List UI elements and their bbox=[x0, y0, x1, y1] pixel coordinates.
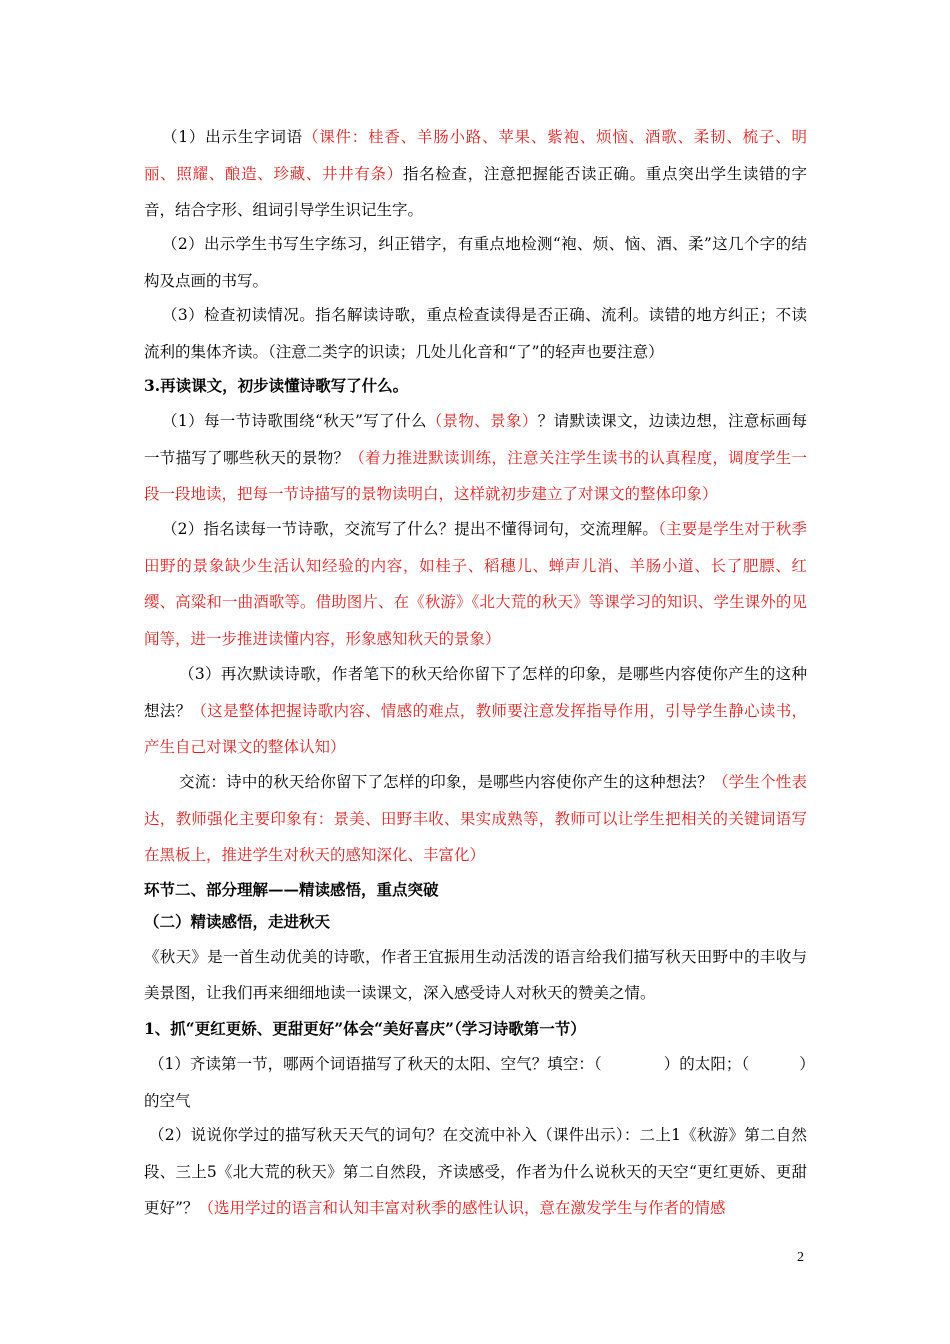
paragraph-autumn-weather bbox=[144, 1117, 807, 1227]
annotation-text: （着力推进默读训练，注意关注学生读书的认真程度，调度学生一段一段地读，把每一节诗描写的景物读明白，这样就初步建立了对课文的整体印象） bbox=[144, 448, 807, 503]
heading-text: 3.再读课文，初步读懂诗歌写了什么。 bbox=[144, 376, 409, 395]
paragraph-text: ？请默读课文，边读边想，注意标画每一节描写了哪些秋天的景物？ bbox=[144, 412, 807, 467]
section-heading-stanza-one bbox=[144, 1014, 807, 1044]
paragraph-text: （2）出示学生书写生字练习，纠正错字，有重点地检测“袍、烦、恼、酒、柔”这几个字的结构及点画的书写。 bbox=[144, 235, 807, 290]
annotation-text: （这是整体把握诗歌内容、情感的难点，教师要注意发挥指导作用，引导学生静心读书，产生自己对课文的整体认知） bbox=[144, 701, 807, 756]
annotation-text: （主要是学生对于秋季田野的景象缺少生活认知经验的内容，如桂子、稻穗儿、蝉声儿消、羊肠小道、长了肥膘、红缨、高粱和一曲酒歌等。借助图片、在《秋游》《北大荒的秋天》等课学习的知识、学生课外的见闻等，进一步推进读懂内容，形象感知秋天的景象） bbox=[144, 520, 807, 648]
paragraph-writing-practice bbox=[144, 226, 807, 299]
section-heading-part-two bbox=[144, 875, 807, 905]
paragraph-poem-intro bbox=[144, 939, 807, 1011]
heading-text: 1、抓“更红更娇、更甜更好”体会“美好喜庆”（学习诗歌第一节） bbox=[144, 1019, 586, 1038]
paragraph-text: ）的空气 bbox=[144, 1055, 807, 1110]
paragraph-text: （3）再次默读诗歌，作者笔下的秋天给你留下了怎样的印象，是哪些内容使你产生的这种想法？ bbox=[144, 665, 807, 720]
page-number: 2 bbox=[797, 1250, 804, 1265]
paragraph-fill-blank bbox=[144, 1046, 807, 1119]
paragraph-impression bbox=[144, 656, 807, 766]
paragraph-discussion bbox=[144, 511, 807, 657]
paragraph-text: ）的太阳；（ bbox=[663, 1055, 750, 1073]
paragraph-text: （2）说说你学过的描写秋天天气的词句？在交流中补入（课件出示）：二上1《秋游》第二自然段、三上5《北大荒的秋天》第二自然段，齐读感受，作者为什么说秋天的天空“更红更娇、更甜更好”？ bbox=[144, 1126, 807, 1217]
heading-text: （二）精读感悟，走进秋天 bbox=[144, 912, 331, 931]
paragraph-text: 指名检查，注意把握能否读正确。重点突出学生读错的字音，结合字形、组词引导学生识记生字。 bbox=[144, 164, 807, 219]
annotation-text: （景物、景象） bbox=[426, 412, 538, 430]
annotation-text: （课件：桂香、羊肠小路、苹果、紫袍、烦恼、酒歌、柔韧、梳子、明丽、照耀、酿造、珍藏、井井有条） bbox=[144, 128, 807, 183]
paragraph-each-section bbox=[144, 403, 807, 513]
paragraph-text: （2）指名读每一节诗歌，交流写了什么？提出不懂得词句，交流理解。 bbox=[162, 520, 659, 538]
paragraph-exchange bbox=[144, 764, 807, 874]
paragraph-text: （1）出示生字词语 bbox=[162, 128, 303, 146]
paragraph-reading-check bbox=[144, 297, 807, 370]
annotation-text: （选用学过的语言和认知丰富对秋季的感性认识，意在激发学生与作者的情感 bbox=[198, 1199, 726, 1217]
paragraph-text: （1）每一节诗歌围绕“秋天”写了什么 bbox=[162, 412, 427, 430]
heading-text: 环节二、部分理解——精读感悟，重点突破 bbox=[144, 880, 439, 899]
section-heading-reread bbox=[144, 371, 807, 401]
paragraph-text: （1）齐读第一节，哪两个词语描写了秋天的太阳、空气？填空：（ bbox=[149, 1055, 602, 1073]
paragraph-text: 《秋天》是一首生动优美的诗歌，作者王宜振用生动活泼的语言给我们描写秋天田野中的丰收与美景图，让我们再来细细地读一读课文，深入感受诗人对秋天的赞美之情。 bbox=[144, 948, 807, 1002]
section-heading-close-reading bbox=[144, 907, 807, 937]
paragraph-new-words bbox=[144, 119, 807, 229]
paragraph-text: 交流：诗中的秋天给你留下了怎样的印象，是哪些内容使你产生的这种想法？ bbox=[179, 773, 713, 791]
paragraph-text: （3）检查初读情况。指名解读诗歌，重点检查读得是否正确、流利。读错的地方纠正；不读流利的集体齐读。（注意二类字的识读；几处儿化音和“了”的轻声也要注意） bbox=[144, 306, 807, 361]
annotation-text: （学生个性表达，教师强化主要印象有：景美、田野丰收、果实成熟等，教师可以让学生把相关的关键词语写在黑板上，推进学生对秋天的感知深化、丰富化） bbox=[144, 773, 807, 864]
